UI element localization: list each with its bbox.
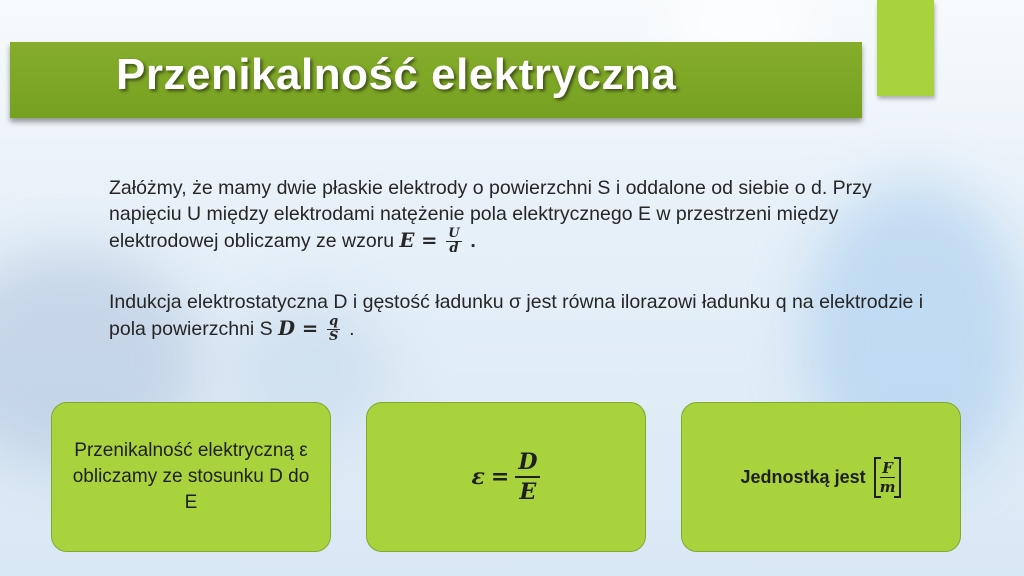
formula-fraction xyxy=(327,315,340,344)
permittivity-formula xyxy=(472,448,541,506)
fraction-denominator: d xyxy=(449,241,459,256)
formula-fraction xyxy=(446,227,461,256)
card-permittivity-description xyxy=(51,402,331,552)
formula-equals: = xyxy=(301,317,319,340)
slide-title: Przenikalność elektryczna xyxy=(116,50,677,99)
sentence-end: . xyxy=(470,230,476,252)
formula-equals: = xyxy=(421,229,438,252)
formula-electric-field xyxy=(399,226,470,256)
paragraph-induction xyxy=(109,289,929,344)
sentence-end: . xyxy=(349,318,355,340)
paragraph-electric-field xyxy=(109,175,929,256)
formula-induction xyxy=(278,314,349,344)
paragraph-text: Załóżmy, że mamy dwie płaskie elektrody o powierzchni S i oddalone od siebie o d. Przy napięciu U między elektrodami natężenie pola elektrycznego E w przestrzeni między elektrodowej obliczamy ze wzoru xyxy=(109,177,872,252)
card-permittivity-formula xyxy=(366,402,646,552)
unit-numerator: F xyxy=(882,458,893,477)
unit-denominator: m xyxy=(879,477,896,496)
formula-equals: = xyxy=(490,464,510,490)
card-text: Przenikalność elektryczną ε obliczamy ze stosunku D do E xyxy=(72,440,310,513)
formula-lhs: D xyxy=(278,317,296,340)
fraction-numerator: q xyxy=(329,314,339,329)
fraction-numerator: D xyxy=(515,448,540,478)
unit-bracket xyxy=(874,457,902,498)
formula-lhs: E xyxy=(399,229,415,252)
unit-statement xyxy=(741,457,902,498)
title-bar xyxy=(10,42,862,118)
unit-fraction xyxy=(880,459,896,496)
formula-fraction xyxy=(515,448,540,506)
paragraph-text: Indukcja elektrostatyczna D i gęstość ładunku σ jest równa ilorazowi ładunku q na elektrodzie i pola powierzchni S xyxy=(109,291,924,340)
accent-block xyxy=(877,0,934,96)
formula-lhs: ε xyxy=(471,464,485,490)
fraction-denominator: E xyxy=(519,479,537,505)
fraction-numerator: U xyxy=(448,226,460,241)
unit-label: Jednostką jest xyxy=(740,466,866,487)
fraction-denominator: S xyxy=(328,329,339,344)
card-unit xyxy=(681,402,961,552)
